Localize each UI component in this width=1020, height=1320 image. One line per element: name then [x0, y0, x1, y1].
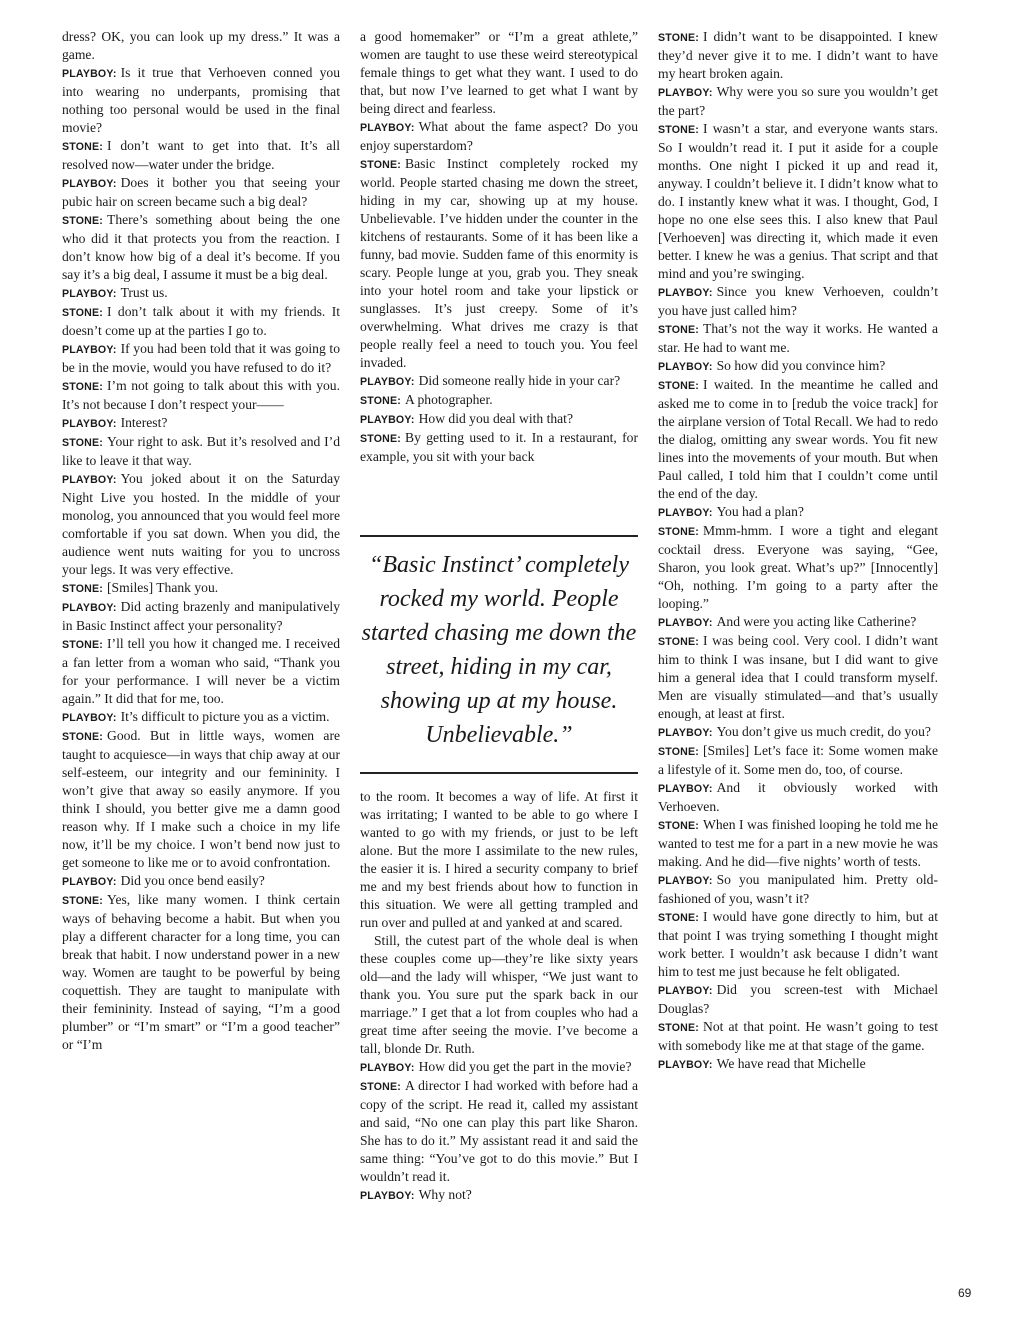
paragraph-text: By getting used to it. In a restaurant, for example, you sit with your back — [360, 430, 638, 464]
interview-paragraph — [62, 433, 340, 470]
interview-paragraph — [658, 320, 938, 357]
interview-paragraph — [658, 981, 938, 1018]
interview-paragraph — [658, 779, 938, 816]
interview-paragraph — [360, 1058, 638, 1077]
paragraph-text: And it obviously worked with Verhoeven. — [658, 780, 938, 814]
paragraph-text: [Smiles] Let’s face it: Some women make a lifestyle of it. Some men do, too, of course. — [658, 743, 938, 777]
speaker-label: STONE: — [658, 32, 700, 44]
speaker-label: PLAYBOY: — [360, 1062, 415, 1074]
paragraph-text: Your right to ask. But it’s resolved and I’d like to leave it that way. — [62, 434, 340, 468]
interview-paragraph — [658, 1018, 938, 1055]
speaker-label: PLAYBOY: — [360, 414, 415, 426]
paragraph-text: What about the fame aspect? Do you enjoy superstardom? — [360, 119, 638, 153]
interview-paragraph — [360, 410, 638, 429]
interview-paragraph — [62, 340, 340, 377]
speaker-label: STONE: — [62, 215, 104, 227]
interview-paragraph — [360, 429, 638, 466]
speaker-label: STONE: — [62, 583, 104, 595]
interview-paragraph — [62, 284, 340, 303]
speaker-label: PLAYBOY: — [62, 288, 117, 300]
speaker-label: PLAYBOY: — [62, 474, 117, 486]
speaker-label: PLAYBOY: — [62, 876, 117, 888]
speaker-label: STONE: — [62, 895, 104, 907]
interview-paragraph — [62, 470, 340, 579]
paragraph-text: Basic Instinct completely rocked my world. People started chasing me down the street, hiding in my car, showing up at my house. Unbelievable. I’ve hidden under the counter in the kitchens of restaurants. Some of it has been like a funny, bad movie. Sudden fame of this enormity is scary. People lunge at you, grab you. They sneak into your hotel room and take your lipstick or sunglasses. It’s just creepy. Some of it’s overwhelming. What drives me crazy is that people really feel a need to touch you. You feel invaded. — [360, 156, 638, 370]
column-3 — [658, 28, 938, 1074]
paragraph-text: So how did you convince him? — [716, 358, 886, 373]
speaker-label: PLAYBOY: — [62, 178, 117, 190]
speaker-label: PLAYBOY: — [62, 68, 117, 80]
speaker-label: STONE: — [360, 1081, 402, 1093]
speaker-label: STONE: — [658, 324, 700, 336]
paragraph-text: to the room. It becomes a way of life. At first it was irritating; I wanted to be able to go where I wanted to go with my friends, or just to be left alone. But the more I assimilate to the new rules, the easier it is. I hired a security company to brief me and my best friends about how to function in this situation. We were all getting trampled and run over and pulled at and yanked at and scared. — [360, 789, 638, 930]
paragraph-text: If you had been told that it was going to be in the movie, would you have refused to do it? — [62, 341, 340, 375]
paragraph-text: Mmm-hmm. I wore a tight and elegant cocktail dress. Everyone was saying, “Gee, Sharon, you look great. What’s up?” [Innocently] “Oh, nothing. I’m going to a party after the looping.” — [658, 523, 938, 611]
speaker-label: PLAYBOY: — [658, 727, 713, 739]
speaker-label: PLAYBOY: — [360, 122, 415, 134]
speaker-label: STONE: — [62, 731, 104, 743]
paragraph-text: A photographer. — [405, 392, 493, 407]
paragraph-text: I didn’t want to be disappointed. I knew they’d never give it to me. I didn’t want to have my heart broken again. — [658, 29, 938, 81]
pull-quote-rule-top — [360, 535, 638, 537]
page-number: 69 — [958, 1286, 972, 1300]
speaker-label: PLAYBOY: — [62, 712, 117, 724]
interview-paragraph — [62, 872, 340, 891]
speaker-label: STONE: — [360, 159, 402, 171]
pull-quote-rule-bottom — [360, 772, 638, 774]
speaker-label: PLAYBOY: — [658, 783, 713, 795]
interview-paragraph — [360, 788, 638, 932]
speaker-label: STONE: — [360, 433, 402, 445]
speaker-label: PLAYBOY: — [658, 507, 713, 519]
speaker-label: PLAYBOY: — [658, 87, 713, 99]
speaker-label: STONE: — [62, 437, 104, 449]
paragraph-text: Did you once bend easily? — [120, 873, 265, 888]
paragraph-text: You joked about it on the Saturday Night Live you hosted. In the middle of your monolog, you announced that you would feel more comfortable if you sat down. When you did, the audience went nuts waiting for you to uncross your legs. It was very effective. — [62, 471, 340, 577]
interview-paragraph — [658, 871, 938, 908]
interview-paragraph — [62, 598, 340, 635]
speaker-label: PLAYBOY: — [360, 376, 415, 388]
paragraph-text: Good. But in little ways, women are taught to acquiesce—in ways that chip away at our self-esteem, our integrity and our femininity. I won’t give that away so easily anymore. If you think I should, you better give me a damn good reason why. If I make such a choice in my life now, it’ll be my choice. I won’t bend now just to get someone to like me or to avoid confrontation. — [62, 728, 340, 870]
interview-paragraph — [360, 391, 638, 410]
interview-paragraph — [658, 120, 938, 283]
speaker-label: STONE: — [658, 820, 700, 832]
paragraph-text: Why were you so sure you wouldn’t get the part? — [658, 84, 938, 118]
paragraph-text: I wasn’t a star, and everyone wants stars. So I wouldn’t read it. I put it aside for a couple months. One night I picked it up and read it, anyway. I couldn’t believe it. I didn’t know what to do. I instantly knew what it was. I thought, God, I hope no one else sees this. I also knew that Paul [Verhoeven] was directing it, which made it even better. I knew he was a genius. That script and that mind and you’re swinging. — [658, 121, 938, 281]
interview-paragraph — [62, 137, 340, 174]
paragraph-text: Yes, like many women. I think certain ways of behaving become a habit. But when you play a different character for a long time, you can break that habit. I now understand power in a new way. Women are taught to be powerful by being coquettish. They are taught to manipulate with their femininity. Instead of saying, “I’m a good plumber” or “I’m smart” or “I’m a good teacher” or “I’m — [62, 892, 340, 1052]
paragraph-text: How did you deal with that? — [418, 411, 573, 426]
interview-paragraph — [658, 816, 938, 871]
speaker-label: PLAYBOY: — [658, 1059, 713, 1071]
interview-paragraph — [62, 414, 340, 433]
paragraph-text: a good homemaker” or “I’m a great athlete,” women are taught to use these weird stereotypical female things to get what they want. I used to do that, but now I’ve learned to get what I want by being direct and fearless. — [360, 29, 638, 116]
interview-paragraph — [658, 632, 938, 723]
speaker-label: STONE: — [360, 395, 402, 407]
paragraph-text: Does it bother you that seeing your pubic hair on screen became such a big deal? — [62, 175, 340, 209]
paragraph-text: I don’t want to get into that. It’s all resolved now—water under the bridge. — [62, 138, 340, 172]
paragraph-text: Did you screen-test with Michael Douglas? — [658, 982, 938, 1016]
interview-paragraph — [62, 211, 340, 284]
paragraph-text: There’s something about being the one who did it that protects you from the reaction. I don’t know how big of a deal it’s become. If you say it’s a big deal, I assume it must be a big deal. — [62, 212, 340, 282]
speaker-label: PLAYBOY: — [62, 602, 117, 614]
paragraph-text: I would have gone directly to him, but at that point I was trying something I thought might work better. I wouldn’t ask because I didn’t want him to test me just because he felt obligated. — [658, 909, 938, 979]
paragraph-text: How did you get the part in the movie? — [418, 1059, 632, 1074]
interview-paragraph — [360, 118, 638, 155]
paragraph-text: I don’t talk about it with my friends. It doesn’t come up at the parties I go to. — [62, 304, 340, 338]
paragraph-text: I’m not going to talk about this with you. It’s not because I don’t respect your—— — [62, 378, 340, 412]
speaker-label: STONE: — [658, 746, 700, 758]
paragraph-text: And were you acting like Catherine? — [716, 614, 917, 629]
interview-paragraph — [360, 372, 638, 391]
paragraph-text: Is it true that Verhoeven conned you into wearing no underpants, promising that nothing too personal would be used in the final movie? — [62, 65, 340, 135]
paragraph-text: Not at that point. He wasn’t going to test with somebody like me at that stage of the game. — [658, 1019, 938, 1053]
interview-paragraph — [360, 155, 638, 372]
speaker-label: PLAYBOY: — [62, 344, 117, 356]
paragraph-text: That’s not the way it works. He wanted a star. He had to want me. — [658, 321, 938, 355]
interview-paragraph — [62, 708, 340, 727]
interview-paragraph — [658, 28, 938, 83]
column-2-bottom — [360, 788, 638, 1205]
interview-paragraph — [62, 174, 340, 211]
speaker-label: STONE: — [658, 1022, 700, 1034]
interview-paragraph — [62, 635, 340, 708]
interview-paragraph — [658, 908, 938, 981]
paragraph-text: [Smiles] Thank you. — [107, 580, 219, 595]
speaker-label: STONE: — [658, 526, 700, 538]
paragraph-text: You don’t give us much credit, do you? — [716, 724, 931, 739]
paragraph-text: It’s difficult to picture you as a victim. — [120, 709, 330, 724]
paragraph-text: We have read that Michelle — [716, 1056, 866, 1071]
paragraph-text: Did acting brazenly and manipulatively in Basic Instinct affect your personality? — [62, 599, 340, 633]
speaker-label: PLAYBOY: — [658, 875, 713, 887]
interview-paragraph — [62, 303, 340, 340]
speaker-label: PLAYBOY: — [360, 1190, 415, 1202]
interview-paragraph — [62, 28, 340, 64]
interview-paragraph — [658, 723, 938, 742]
interview-paragraph — [658, 503, 938, 522]
paragraph-text: Since you knew Verhoeven, couldn’t you have just called him? — [658, 284, 938, 318]
pull-quote: “Basic Instinct’ completely rocked my world. People started chasing me down the street, hiding in my car, showing up at my house. Unbelievable.” — [361, 552, 637, 748]
speaker-label: STONE: — [62, 381, 104, 393]
paragraph-text: Why not? — [418, 1187, 472, 1202]
interview-paragraph — [658, 522, 938, 613]
speaker-label: PLAYBOY: — [658, 985, 713, 997]
interview-paragraph — [658, 613, 938, 632]
paragraph-text: I waited. In the meantime he called and asked me to come in to [redub the voice track] for the airplane version of Total Recall. We had to redo the dialog, omitting any swear words. You fit new lines into the movements of your mouth. But when Paul called, I told him that I couldn’t come until the end of the day. — [658, 377, 938, 501]
interview-paragraph — [360, 28, 638, 118]
column-2-top — [360, 28, 638, 466]
paragraph-text: A director I had worked with before had a copy of the script. He read it, called my assistant and said, “No one can play this part like Sharon. She has to do it.” My assistant read it and said the same thing: “You’ve got to do this movie.” But I wouldn’t read it. — [360, 1078, 638, 1184]
speaker-label: STONE: — [658, 636, 700, 648]
paragraph-text: When I was finished looping he told me he wanted to test me for a part in a new movie he was making. And he did—five nights’ worth of tests. — [658, 817, 938, 869]
speaker-label: PLAYBOY: — [658, 287, 713, 299]
speaker-label: STONE: — [62, 639, 104, 651]
interview-paragraph — [658, 283, 938, 320]
interview-paragraph — [658, 376, 938, 503]
interview-paragraph — [658, 742, 938, 779]
interview-paragraph — [62, 891, 340, 1054]
interview-paragraph — [360, 932, 638, 1058]
interview-paragraph — [360, 1077, 638, 1186]
paragraph-text: Still, the cutest part of the whole deal is when these couples come up—they’re like sixty years old—and the lady will whisper, “We just want to thank you. You sure put the spark back in our marriage.” I get that a lot from couples who had a great time after seeing the movie. I’ve become a tall, blonde Dr. Ruth. — [360, 933, 638, 1056]
speaker-label: STONE: — [62, 307, 104, 319]
paragraph-text: Did someone really hide in your car? — [418, 373, 621, 388]
speaker-label: STONE: — [658, 380, 700, 392]
interview-paragraph — [62, 377, 340, 414]
interview-paragraph — [360, 1186, 638, 1205]
speaker-label: PLAYBOY: — [658, 617, 713, 629]
paragraph-text: Interest? — [120, 415, 168, 430]
speaker-label: STONE: — [658, 124, 700, 136]
paragraph-text: I’ll tell you how it changed me. I received a fan letter from a woman who said, “Thank you for your performance. I will never be a victim again.” It did that for me, too. — [62, 636, 340, 706]
speaker-label: PLAYBOY: — [62, 418, 117, 430]
paragraph-text: dress? OK, you can look up my dress.” It was a game. — [62, 29, 340, 62]
paragraph-text: You had a plan? — [716, 504, 804, 519]
interview-paragraph — [62, 579, 340, 598]
paragraph-text: So you manipulated him. Pretty old-fashioned of you, wasn’t it? — [658, 872, 938, 906]
interview-paragraph — [62, 64, 340, 137]
interview-paragraph — [658, 357, 938, 376]
interview-paragraph — [62, 727, 340, 872]
speaker-label: STONE: — [62, 141, 104, 153]
paragraph-text: Trust us. — [120, 285, 168, 300]
interview-paragraph — [658, 1055, 938, 1074]
column-1 — [62, 28, 340, 1054]
speaker-label: PLAYBOY: — [658, 361, 713, 373]
paragraph-text: I was being cool. Very cool. I didn’t want him to think I was insane, but I did want to give him a general idea that I could transform myself. Men are visually stimulated—and that’s usually enough, at least at first. — [658, 633, 938, 721]
speaker-label: STONE: — [658, 912, 700, 924]
interview-paragraph — [658, 83, 938, 120]
